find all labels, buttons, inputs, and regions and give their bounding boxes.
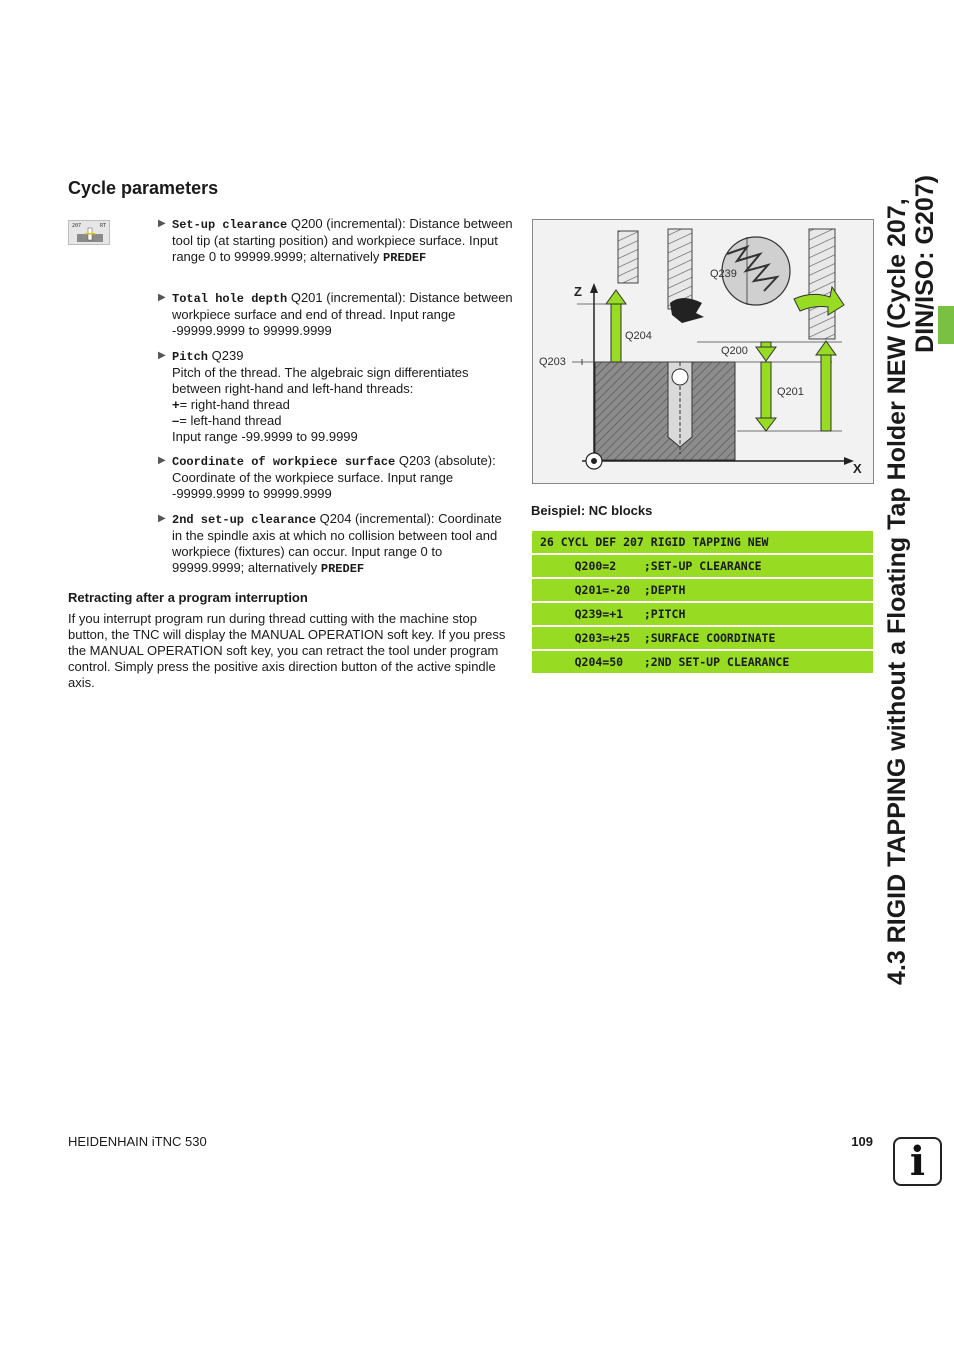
arrow-right-icon: ▶ xyxy=(158,292,166,303)
param-workpiece-surface xyxy=(158,453,513,502)
info-icon: i xyxy=(893,1137,942,1186)
plus-sign: + xyxy=(172,397,180,412)
right-hand-text: = right-hand thread xyxy=(179,397,290,412)
minus-sign: – xyxy=(172,413,180,428)
param-description: Pitch of the thread. The algebraic sign differentiates between right-hand and left-hand threads: xyxy=(172,365,469,396)
left-hand-text: = left-hand thread xyxy=(179,413,282,428)
param-setup-clearance xyxy=(158,216,513,266)
input-range: Input range -99.9999 to 99.9999 xyxy=(172,429,358,444)
chapter-title-line1: 4.3 RIGID TAPPING without a Floating Tap Holder NEW (Cycle 207, xyxy=(883,198,911,985)
workpiece xyxy=(595,362,735,460)
nc-program xyxy=(532,531,873,675)
chapter-title-line2: DIN/ISO: G207) xyxy=(911,175,939,353)
nc-block: Q204=50 ;2ND SET-UP CLEARANCE xyxy=(532,651,873,673)
nc-block: Q203=+25 ;SURFACE COORDINATE xyxy=(532,627,873,649)
section-title: Cycle parameters xyxy=(68,178,219,198)
param-2nd-setup-clearance xyxy=(158,511,513,577)
param-keyword: Total hole depth xyxy=(172,292,288,306)
q200-label: Q200 xyxy=(721,345,748,357)
param-keyword: Set-up clearance xyxy=(172,218,288,232)
predef-keyword: PREDEF xyxy=(320,562,365,576)
footer-manual-title: HEIDENHAIN iTNC 530 xyxy=(68,1134,207,1149)
param-keyword: Pitch xyxy=(172,350,209,364)
softkey-type: RT xyxy=(99,223,106,229)
arrow-right-icon: ▶ xyxy=(158,513,166,524)
q203-label: Q203 xyxy=(539,356,566,368)
predef-keyword: PREDEF xyxy=(383,251,427,265)
cycle-207-softkey-icon xyxy=(68,220,110,245)
arrow-right-icon: ▶ xyxy=(158,218,166,229)
tap-tool-1 xyxy=(618,231,638,283)
nc-block: Q200=2 ;SET-UP CLEARANCE xyxy=(532,555,873,577)
param-description: Q201 (incremental): Distance between workpiece surface and end of thread. Input range -99999.9999 to 99999.9999 xyxy=(172,290,513,338)
q201-label: Q201 xyxy=(777,386,804,398)
tap-tool-3 xyxy=(809,229,835,339)
z-label: Z xyxy=(574,284,582,299)
nc-block: Q201=-20 ;DEPTH xyxy=(532,579,873,601)
q204-label: Q204 xyxy=(625,330,652,342)
param-pitch xyxy=(158,348,513,445)
arrow-right-icon: ▶ xyxy=(158,455,166,466)
nc-block: Q239=+1 ;PITCH xyxy=(532,603,873,625)
param-keyword: 2nd set-up clearance xyxy=(172,513,317,527)
x-label: X xyxy=(853,461,862,476)
param-description: Q204 (incremental): Coordinate in the spindle axis at which no collision between tool and workpiece (fixtures) can occur. Input range 0 to 99999.9999; alternatively xyxy=(172,511,502,575)
retract-text: If you interrupt program run during thread cutting with the machine stop button, the TNC will display the MANUAL OPERATION soft key. If you press the MANUAL OPERATION soft key, you can retract the tool under program control. Simply press the positive axis direction button of the active spindle axis. xyxy=(68,611,506,690)
tapping-diagram xyxy=(532,219,874,484)
page-number: 109 xyxy=(851,1134,873,1149)
arrow-right-icon: ▶ xyxy=(158,350,166,361)
param-keyword: Coordinate of workpiece surface xyxy=(172,455,396,469)
q239-label: Q239 xyxy=(710,268,737,280)
softkey-number: 207 xyxy=(72,223,82,229)
chapter-tab-marker xyxy=(938,306,954,344)
param-description: Q203 (absolute): Coordinate of the workpiece surface. Input range -99999.9999 to 99999.9999 xyxy=(172,453,496,501)
param-q-number: Q239 xyxy=(208,348,244,363)
param-description: Q200 (incremental): Distance between tool tip (at starting position) and workpiece surface. Input range 0 to 99999.9999; alternatively xyxy=(172,216,513,264)
nc-block: 26 CYCL DEF 207 RIGID TAPPING NEW xyxy=(532,531,873,553)
tap-tool-icon xyxy=(69,221,111,246)
chapter-title xyxy=(883,175,939,985)
tap-tool-2 xyxy=(668,229,692,309)
nc-heading: Beispiel: NC blocks xyxy=(531,503,653,518)
param-total-hole-depth xyxy=(158,290,513,339)
retract-heading: Retracting after a program interruption xyxy=(68,590,308,605)
